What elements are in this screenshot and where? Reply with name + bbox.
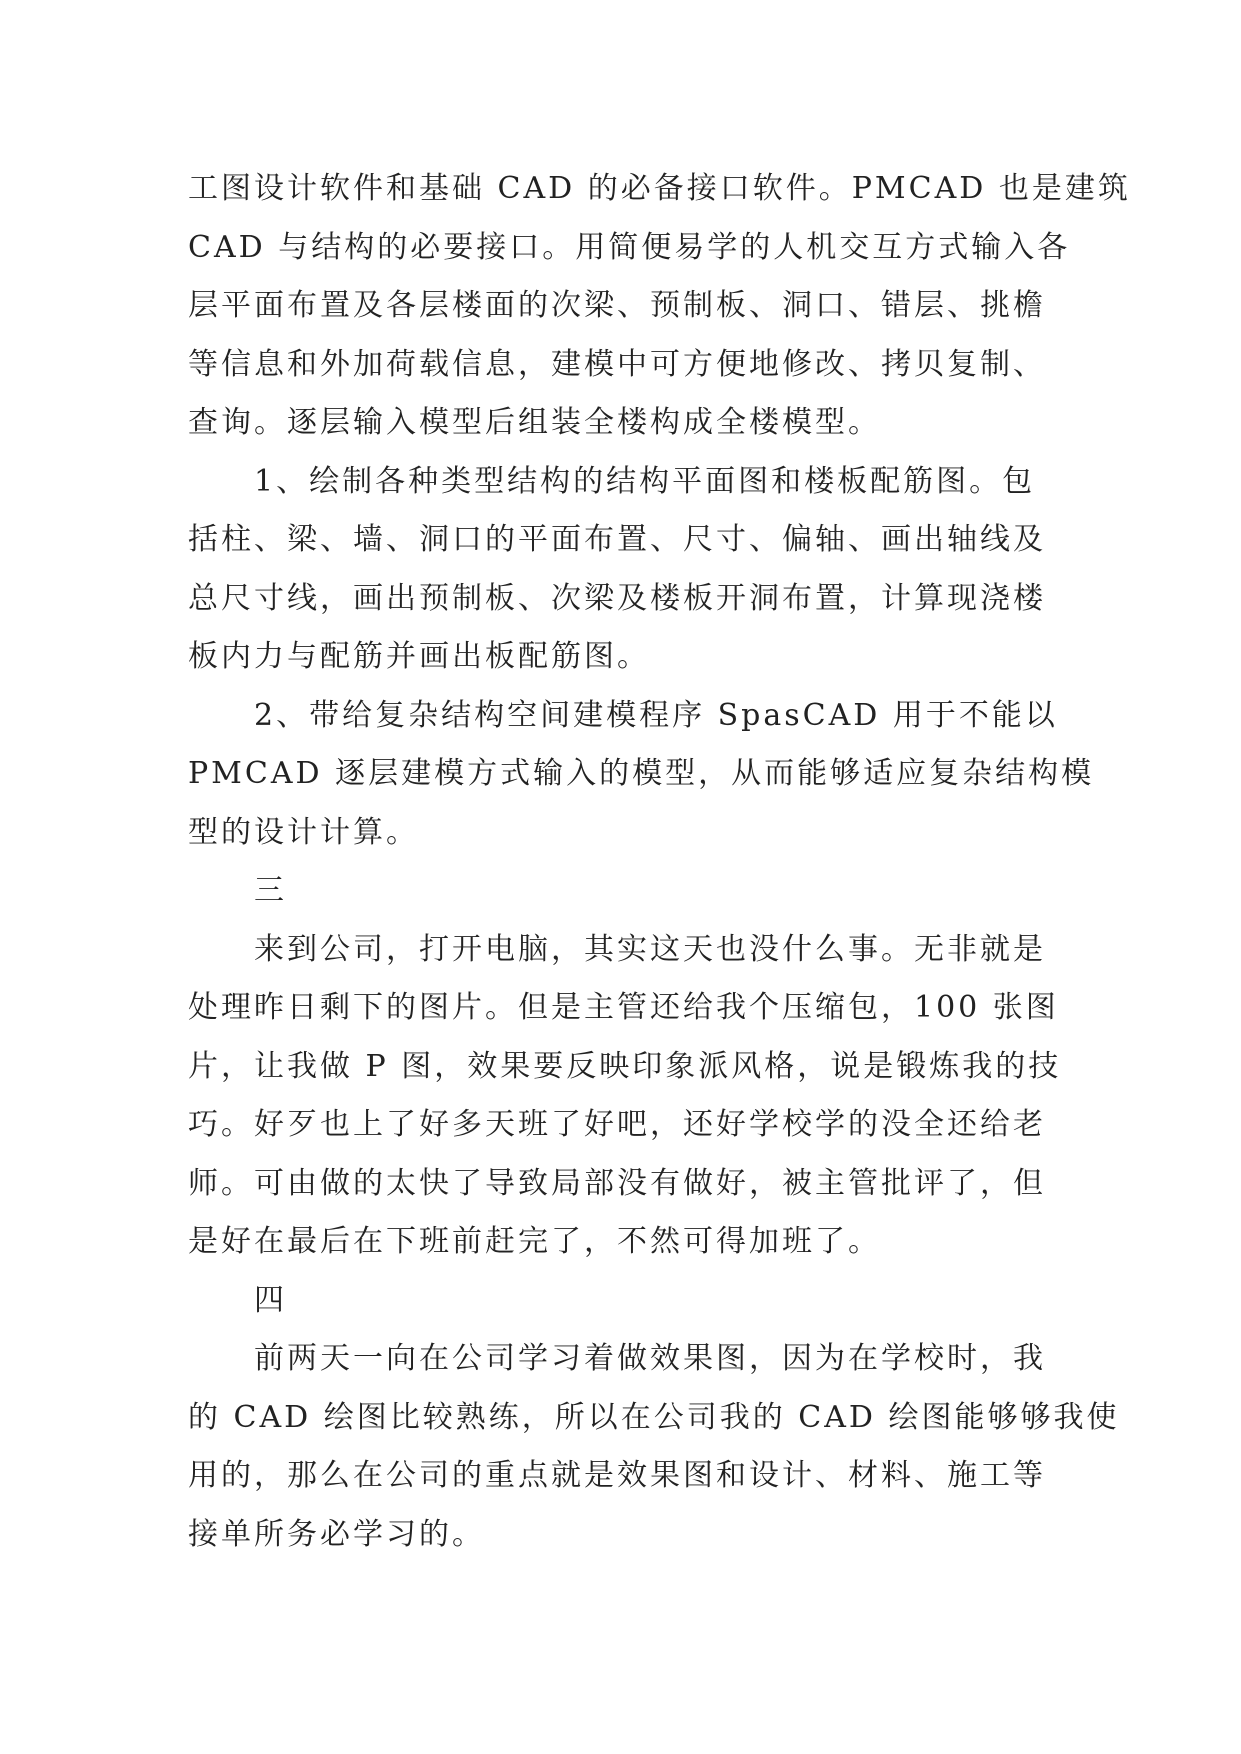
text-line: PMCAD 逐层建模方式输入的模型，从而能够适应复杂结构模	[188, 756, 1095, 791]
text-line: 接单所务必学习的。	[188, 1516, 485, 1552]
text-line: 三	[254, 873, 287, 908]
text-line: 的 CAD 绘图比较熟练，所以在公司我的 CAD 绘图能够够我使	[188, 1399, 1120, 1435]
text-line: 2、带给复杂结构空间建模程序 SpasCAD 用于不能以	[254, 697, 1058, 733]
text-line: 是好在最后在下班前赶完了，不然可得加班了。	[188, 1224, 881, 1259]
text-line: 片，让我做 P 图，效果要反映印象派风格，说是锻炼我的技	[188, 1048, 1062, 1084]
text-line: 巧。好歹也上了好多天班了好吧，还好学校学的没全还给老	[188, 1107, 1046, 1142]
text-line: 用的，那么在公司的重点就是效果图和设计、材料、施工等	[188, 1458, 1046, 1493]
text-line: 处理昨日剩下的图片。但是主管还给我个压缩包，100 张图	[188, 990, 1059, 1025]
text-line: 型的设计计算。	[188, 814, 419, 850]
text-line: 师。可由做的太快了导致局部没有做好，被主管批评了，但	[188, 1165, 1046, 1201]
text-line: 查询。逐层输入模型后组装全楼构成全楼模型。	[188, 405, 881, 440]
text-line: 1、绘制各种类型结构的结构平面图和楼板配筋图。包	[254, 463, 1036, 499]
text-line: 四	[254, 1282, 287, 1318]
text-line: CAD 与结构的必要接口。用简便易学的人机交互方式输入各	[188, 229, 1071, 265]
text-line: 来到公司，打开电脑，其实这天也没什么事。无非就是	[254, 931, 1046, 967]
text-line: 括柱、梁、墙、洞口的平面布置、尺寸、偏轴、画出轴线及	[188, 522, 1046, 557]
text-line: 层平面布置及各层楼面的次梁、预制板、洞口、错层、挑檐	[188, 288, 1046, 323]
document-body	[188, 160, 1131, 1564]
text-line: 等信息和外加荷载信息，建模中可方便地修改、拷贝复制、	[188, 346, 1046, 382]
text-line: 板内力与配筋并画出板配筋图。	[188, 639, 650, 674]
text-line: 总尺寸线，画出预制板、次梁及楼板开洞布置，计算现浇楼	[188, 580, 1046, 616]
text-line: 前两天一向在公司学习着做效果图，因为在学校时，我	[254, 1341, 1046, 1376]
text-line: 工图设计软件和基础 CAD 的必备接口软件。PMCAD 也是建筑	[188, 171, 1131, 206]
